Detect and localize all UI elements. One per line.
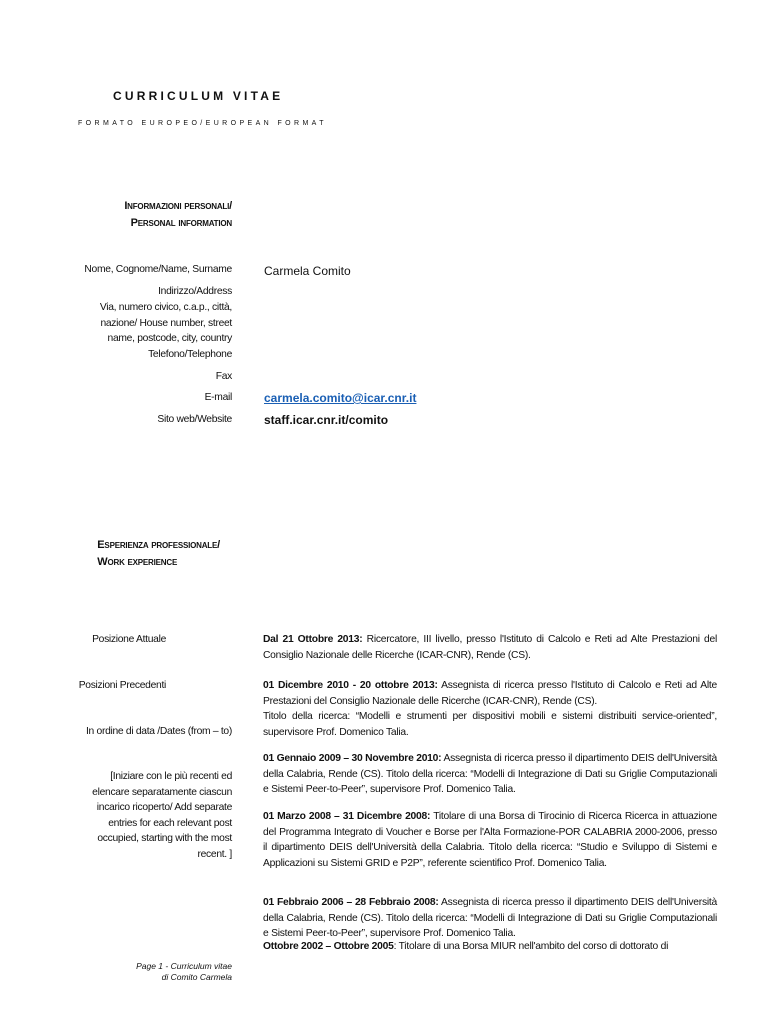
work-heading-line1: Esperienza professionale/ (97, 539, 220, 551)
entry-text: Ricercatore, III livello, presso l'Istituto di Calcolo e Reti ad Alte Prestazioni del Consiglio Nazionale delle Ricerche (ICAR-CNR), Rende (CS). (263, 634, 717, 661)
address-hint: Via, numero civico, c.a.p., città, nazione/ House number, street name, postcode, city, country (99, 302, 232, 344)
entry-dates: 01 Marzo 2008 – 31 Dicembre 2008: (263, 811, 431, 822)
work-entry (263, 895, 717, 942)
entry-dates: Ottobre 2002 – Ottobre 2005 (263, 941, 394, 952)
entry-text-2: Titolo della ricerca: “Modelli e strumenti per dispositivi mobili e sistemi distribuiti service-oriented”, supervisore Prof. Domenico Talia. (263, 711, 717, 738)
entry-dates: Dal 21 Ottobre 2013: (263, 634, 363, 645)
footer-line1: Page 1 - Curriculum vitae (136, 961, 232, 971)
work-entry (263, 939, 717, 955)
personal-info-heading (124, 198, 232, 232)
work-entry (263, 751, 717, 798)
page-footer (136, 961, 232, 983)
instruction-text: [Iniziare con le più recenti ed elencare separatamente ciascun incarico ricoperto/ Add separate entries for each relevant post occupied, starting with the most recent. ] (92, 771, 232, 860)
entry-text: Titolare di una Borsa di Tirocinio di Ricerca Ricerca in attuazione del Programma Integrato di Voucher e Borse per l'Alta Formazione-POR CALABRIA 2000-2006, presso il dipartimento DEIS dell'Università della Calabria. Titolo della ricerca: “Studio e Sviluppo di Sistemi e Applicazioni su Sistemi GRID e P2P”, referente scientifico Prof. Domenico Talia. (263, 811, 717, 869)
personal-heading-line2: Personal information (130, 217, 232, 229)
footer-line2: di Comito Carmela (161, 972, 232, 982)
entry-text: : Titolare di una Borsa MIUR nell'ambito del corso di dottorato di (393, 941, 669, 952)
current-position-label: Posizione Attuale (92, 634, 166, 645)
work-entry (263, 632, 717, 663)
entry-dates: 01 Febbraio 2006 – 28 Febbraio 2008: (263, 897, 439, 908)
website-label: Sito web/Website (157, 414, 232, 425)
email-link[interactable]: carmela.comito@icar.cnr.it (264, 391, 417, 405)
previous-positions-label: Posizioni Precedenti (78, 680, 166, 691)
name-value: Carmela Comito (264, 264, 351, 278)
entry-text: Assegnista di ricerca presso il dipartimento DEIS dell'Università della Calabria, Rende (CS). Titolo della ricerca: “Modelli di Integrazione di Dati su Griglie Computazionali e Sistemi Peer-to-Peer”, supervisore Prof. Domenico Talia. (263, 897, 717, 939)
entry-dates: 01 Dicembre 2010 - 20 ottobre 2013: (263, 680, 438, 691)
website-value: staff.icar.cnr.it/comito (264, 413, 389, 427)
entry-dates: 01 Gennaio 2009 – 30 Novembre 2010: (263, 753, 442, 764)
cv-title: CURRICULUM VITAE (113, 89, 284, 103)
work-heading-line2: Work experience (97, 556, 178, 568)
personal-heading-line1: Informazioni personali/ (124, 200, 232, 212)
work-entry (263, 809, 717, 871)
work-experience-heading (97, 537, 220, 571)
work-entry (263, 678, 717, 740)
fax-label: Fax (215, 371, 232, 382)
address-label: Indirizzo/Address (158, 286, 232, 297)
entry-text: Assegnista di ricerca presso il dipartimento DEIS dell'Università della Calabria, Rende (CS). Titolo della ricerca: “Modelli di Integrazione di Dati su Griglie Computazionali e Sistemi Peer-to-Peer”, supervisore Prof. Domenico Talia. (263, 753, 718, 795)
entry-text: Assegnista di ricerca presso l'Istituto di Calcolo e Reti ad Alte Prestazioni del Consiglio Nazionale delle Ricerche (ICAR-CNR), Rende (CS). (263, 680, 717, 707)
email-label: E-mail (204, 392, 232, 403)
phone-label: Telefono/Telephone (148, 349, 232, 360)
name-label: Nome, Cognome/Name, Surname (84, 264, 232, 275)
cv-subtitle: FORMATO EUROPEO/EUROPEAN FORMAT (78, 120, 327, 127)
dates-order-label: In ordine di data /Dates (from – to) (85, 726, 232, 737)
